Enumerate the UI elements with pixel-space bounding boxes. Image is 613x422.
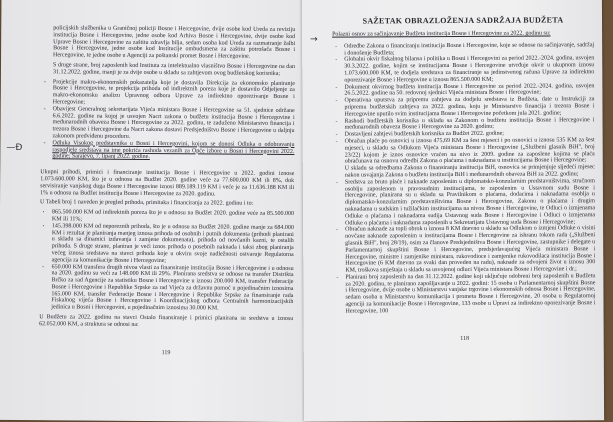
list-item: - Planirani broj zaposlenih na dan 31.12.2022. godine koji uključuje odobreni broj zaposlenih u Budžetu za 2020. godinu, te planirano zapošljavanje u 2022. godini: 15 osoba u Parlamentarnoj skupštini Bosne i Hercegovine, dvije osobe u Ministarstvu vanjske trgovine i ekonomskih odnosa Bosne i Hercegovine, sedam osoba u Ministarstvu komunikacija i prometa Bosne i Hercegovine, 20 osoba u Regulatornoj agenciji za komunikacije Bosne i Hercegovine, 133 osobe u Upravi za indirektno oporezivanje Bosne i Hercegovine, 100	[345, 273, 595, 315]
right-page-text	[332, 15, 596, 343]
paragraph: U Tabeli broj 1 naveden je pregled prihoda, primitaka i financiranja za 2022. godinu i to:	[40, 199, 254, 208]
dash-list	[332, 42, 595, 315]
paragraph: U Budžetu za 2022. godinu na stavci Ostalo finansiranje i primici planirana su sredstva u iznosu 62.052.000 KM, a struktura se odnosi na:	[39, 314, 294, 328]
list-item: - Obračun plaće po osnovici u iznosu 475,69 KM za šest mjeseci i po osnovici u iznosu 535 KM za šest mjeseci, u skladu sa Odlukom Vijeća ministara Bosne i Hercegovine („Službeni glasnik BiH", broj 23/22) kojom je iznos osnovice vraćen na nivo iz 2009. godine za zaposlene kojima se plaća obračunava na osnovu odredbi Zakona o plaćama i naknadama u institucijama Bosne i Hercegovine; U skladu sa odredbama Zakona o finansiranju institucija BiH, osnovica se primjenjuje sljedeći mjesec nakon usvajanja Zakona o budžetu institucija BiH i međunarodnih obaveza BiH za 2022. godinu;	[345, 137, 595, 179]
list-item: - Dokument okvirnog budžeta institucija Bosne i Hercegovine za period 2022.-2024. godina, usvojen 26.5.2022. godine na 50. redovnoj sjednici Vijeća ministara Bosne i Hercegovine;	[344, 83, 594, 98]
page-number: 118	[460, 335, 470, 342]
list-item: - Odredbe Zakona o financiranju institucija Bosne i Hercegovine, koje se odnose na sačinjavanje, sadržaj i donošenje Budžeta;	[344, 42, 594, 57]
continued-item-2: S druge strane, broj zaposlenih kod Instituta za intelektualno vlasništvo Bosne i Hercegovine na dan 31.12.2022. godine, manji je za dvije osobe u skladu sa zahtjevom ovog budžetskog korisnika;	[52, 62, 296, 77]
list-item: - Sredstva za bruto plaće i naknade zaposlenim u diplomatsko-konzularnim predstavništvima, stručnom osoblju zaposlenom u pravosudnim institucijama, te zaposlenim u Ustavnom sudu Bosne i Hercegovine, planirana su u skladu sa Pravilnikom o plaćama, dodacima i naknadama osoblja u diplomatsko-konzularnim predstavništvima Bosne i Hercegovine, Zakonu o plaćama i drugim naknadama u sudskim i tužilačkim institucijama na nivou Bosne i Hercegovine, te Odluci o izmjenama Odluke o plaćama i naknadama sudija Ustavnog suda Bosne i Hercegovine i Odluci o izmjenama Odluke o plaćama i naknadama zaposlenih u Sekretarijatu Ustavnog suda Bosne i Hercegovine;	[345, 178, 595, 227]
page-title: SAŽETAK OBRAZLOŽENJA SADRŽAJA BUDŽETA	[362, 15, 564, 26]
bullet-list	[39, 209, 294, 313]
list-item: • 650.000 KM transfera drugih nivoa vlasti za finansiranje institucija Bosne i Hercegovine i u odnosu na 2020. godinu su veći za 148.000 KM ili 29%. Planirana sredstva se odnose na transfer Distrikta Brčko za rad Agencije za statistiku Bosne i Hercegovine u iznosu 200.000 KM, transfer Federacije Bosne i Hercegovine i Republike Srpske za rad Vijeća za državnu pomoć u pojedinačnim iznosima 165.000 KM, transfer Federacije Bosne i Hercegovine i Republike Srpske za finansiranje rada Fiskalnog vijeća Bosne i Hercegovine i Koordinacijskog odbora Centralnih harmonizacijskih jedinica u Bosni i Hercegovini, u pojedinačnim iznosima 30.000 KM.	[51, 264, 293, 313]
continued-item: policijskih službenika u Graničnoj policiji Bosne i Hercegovine, dvije osobe kod Ureda za reviziju institucija Bosne i Hercegovine, jedne osobe kod Arhiva Bosne i Hercegovine, dvije osobe kod Uprave Bosne i Hercegovine za zaštitu zdravlja bilja, sedam osoba kod Ureda za razmatranje žalbi Bosne i Hercegovine, jedne osobe kod Institucije ombudsmena za zaštitu potrošača Bosne i Hercegovine, te jedne osobe u Agenciji za poštanski promet Bosne i Hercegovine.	[53, 25, 296, 60]
paragraph: Ukupni prihodi, primici i financiranje institucija Bosne i Hercegovine u 2022. godini iznose 1.073.600.000 KM, što je u odnosu na Budžet 2020. godine veće za 77.600.000 KM ili 8%, dok servisiranje vanjskog duga Bosne i Hercegovine iznosi 889.189.119 KM i veće je za 11.636.188 KM ili 1% u odnosu na Budžet institucija Bosne i Hercegovine za 2020. godinu.	[40, 169, 295, 197]
list-item: • 145.398.000 KM od neporeznih prihoda, što je u odnosu na Budžet 2020. godine manje za 684.000 KM i rezultat je planiranja manjeg iznosa prihoda od osobnih i putnih dokumenta (prihodi planirani u skladu sa dinamici izdavanja i zamjene dokumenata), prihoda od novčanih kazni, te ostalih prihoda. S druge strane, planiran je veći iznos prihoda o posebnih naknada i taksi zbog planiranja većeg iznosa sredstava na stavci prihoda koje u okviru svoje nadležnosti ostvaruje Regulatorna agencija za komunikacije Bosne i Hercegovine;	[52, 223, 294, 265]
list-item-underlined: - Odluka Visokog predstavnika u Bosni i Hercegovini, kojom se donosi Odluka o odobravanju raspodjele sredstava na ime pokrića rashoda vezanih za Opće izbore u Bosni i Hercegovini 2022. godine; Sarajevo, 7. lipanj 2022. godine.	[52, 140, 294, 162]
page-number: 119	[161, 349, 171, 356]
list-item: - Operativna uputstva za pripremu zahtjeva za dodjelu sredstava iz Budžeta, date u Instrukciji za pripremu budžetskih zahtjeva za 2022. godinu, koju je Ministarstvo financija i trezora Bosne i Hercegovine uputilo svim institucijama Bosne i Hercegovine početkom jula 2021. godine;	[344, 96, 594, 118]
list-item: - Rashodi budžetskih korisnika u skladu sa Zakonom o budžetu institucija Bosne i Hercegovine i međunarodnih obaveza Bosne i Hercegovine za 2020. godinu;	[345, 117, 595, 132]
list-item: • 865.500.000 KM od indirektnih poreza što je u odnosu na Budžet 2020. godine veće za 85.500.000 KM ili 11%;	[52, 209, 294, 224]
list-item: - Obračun naknade za topli obrok u iznosu 8 KM dnevno u skladu sa Odlukom o izmjeni Odluke o visini novčane naknade zaposlenim u institucijama Bosne i Hercegovine za ishranu tokom rada („Službeni glasnik BiH", broj 28/19), osim za članove Predsjedništva Bosne i Hercegovine, zastupnike i delegate u Parlamentarnoj skupštini Bosne i Hercegovine, predsjedavajućeg Vijeća ministara Bosne i Hercegovine, ministre i zamjenike ministara, rukovodioce i zamjenike rukovodilaca institucija Bosne i Hercegovine (6 KM dnevno za svaki dan proveden na radu), naknade za odvojeni život u iznosu 300 KM, troškova smještaja u skladu sa usvojenoj odluci Vijeća ministara Bosne i Hercegovine i dr.;	[345, 226, 595, 275]
list-item: - Projekcije makro-ekonomskih pokazatelja koje je dostavila Direkcija za ekonomsko planiranje Bosne i Hercegovine, te projekcija prihoda od indirektnih poreza koje je dostavilo Odjeljenje za makro-ekonomsku analizu Upravnog odbora Uprave za indirektno oporezivanje Bosne i Hercegovine;	[53, 79, 295, 108]
list-item: - Dostavljeni zahtjevi budžetskih korisnika za Budžet 2022. godine;	[345, 130, 595, 138]
intro-line: Polazni osnov za sačinjavanje Budžeta institucija Bosne i Hercegovine za 2022. godinu su:	[332, 30, 551, 38]
dash-list	[40, 79, 295, 162]
list-item: - Globalni okvir fiskalnog bilansa i politika u Bosni i Hercegovini za period 2022.-2024. godina, usvojen 30.3.2022. godine, kojim se institucijama Bosne i Hercegovine utvrđuje okvir u ukupnom iznosu 1.073.600.000 KM, te dodjela sredstava za financiranje sa jedinstvenog računa Uprave za indirektno oporezivanje Bosne i Hercegovine u iznosu 865.500.000 KM;	[344, 56, 594, 84]
left-page-text	[39, 25, 295, 357]
handwritten-mark-icon: —Ð	[6, 142, 23, 154]
list-item: - Obavijest Generalnog sekretarijata Vijeća ministara Bosne i Hercegovine sa 51. sjednice održane 6.6.2022. godine na kojoj je usvojen Nacrt zakona o budžetu institucija Bosne i Hercegovine i međunarodnih obaveza Bosne i Hercegovine za 2022. godinu, te zaduženo Ministarstvo financija i trezora Bosne i Hercegovine da Nacrt zakona dostavi Predsjedništvu Bosne i Hercegovine u daljnju zakonom predviđenu proceduru.	[52, 106, 294, 142]
handwritten-arrow-icon: →	[310, 34, 318, 45]
right-page	[302, 0, 604, 422]
